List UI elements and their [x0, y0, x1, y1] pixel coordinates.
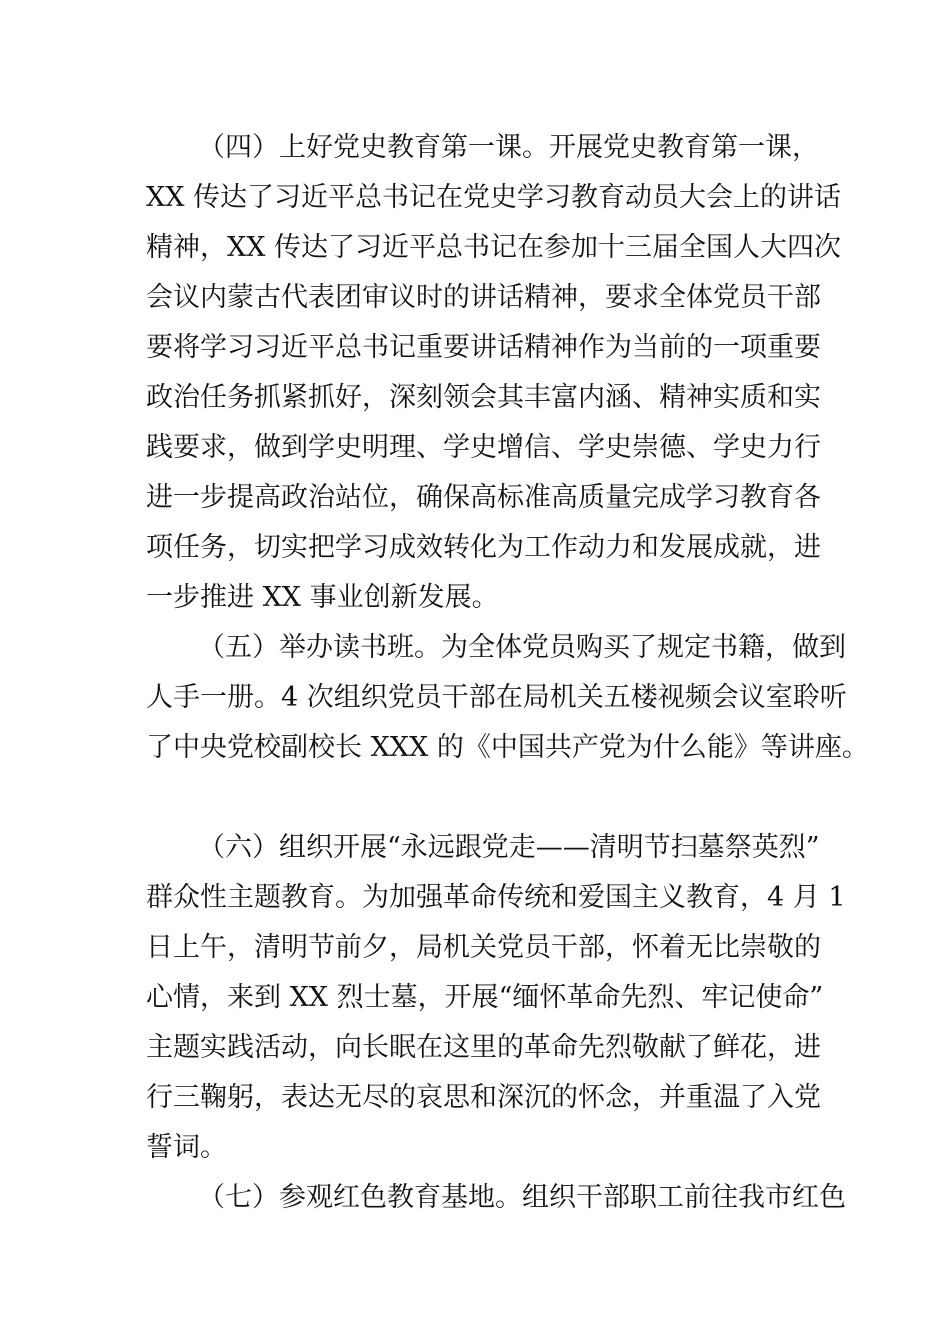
paragraph-4-line-4: 会议内蒙古代表团审议时的讲话精神，要求全体党员干部: [146, 282, 821, 313]
paragraph-4-line-5: 要将学习习近平总书记重要讲话精神作为当前的一项重要: [146, 332, 821, 363]
paragraph-6-line-1: （六）组织开展“永远跟党走——清明节扫墓祭英烈”: [198, 832, 820, 863]
paragraph-4-line-9: 项任务，切实把学习成效转化为工作动力和发展成就，进: [146, 532, 821, 563]
paragraph-5-line-2: 人手一册。4 次组织党员干部在局机关五楼视频会议室聆听: [146, 682, 847, 713]
paragraph-7-line-1: （七）参观红色教育基地。组织干部职工前往我市红色: [198, 1182, 846, 1213]
paragraph-6-line-2: 群众性主题教育。为加强革命传统和爱国主义教育，4 月 1: [146, 882, 846, 913]
paragraph-5-line-3: 了中央党校副校长 XXX 的《中国共产党为什么能》等讲座。: [146, 732, 869, 763]
paragraph-6-line-6: 行三鞠躬，表达无尽的哀思和深沉的怀念，并重温了入党: [146, 1082, 821, 1113]
paragraph-4-line-2: XX 传达了习近平总书记在党史学习教育动员大会上的讲话: [146, 182, 842, 213]
paragraph-4-line-7: 践要求，做到学史明理、学史增信、学史崇德、学史力行: [146, 432, 821, 463]
paragraph-5-line-1: （五）举办读书班。为全体党员购买了规定书籍，做到: [198, 632, 846, 663]
paragraph-4-line-10: 一步推进 XX 事业创新发展。: [146, 582, 499, 613]
paragraph-4-line-8: 进一步提高政治站位，确保高标准高质量完成学习教育各: [146, 482, 821, 513]
paragraph-4-line-3: 精神，XX 传达了习近平总书记在参加十三届全国人大四次: [146, 232, 842, 263]
paragraph-4-line-6: 政治任务抓紧抓好，深刻领会其丰富内涵、精神实质和实: [146, 382, 821, 413]
paragraph-6-line-7: 誓词。: [146, 1132, 227, 1163]
paragraph-6-line-5: 主题实践活动，向长眠在这里的革命先烈敬献了鲜花，进: [146, 1032, 821, 1063]
paragraph-6-line-3: 日上午，清明节前夕，局机关党员干部，怀着无比崇敬的: [146, 932, 821, 963]
paragraph-4-line-1: （四）上好党史教育第一课。开展党史教育第一课，: [198, 132, 819, 163]
paragraph-6-line-4: 心情，来到 XX 烈士墓，开展“缅怀革命先烈、牢记使命”: [146, 982, 824, 1013]
